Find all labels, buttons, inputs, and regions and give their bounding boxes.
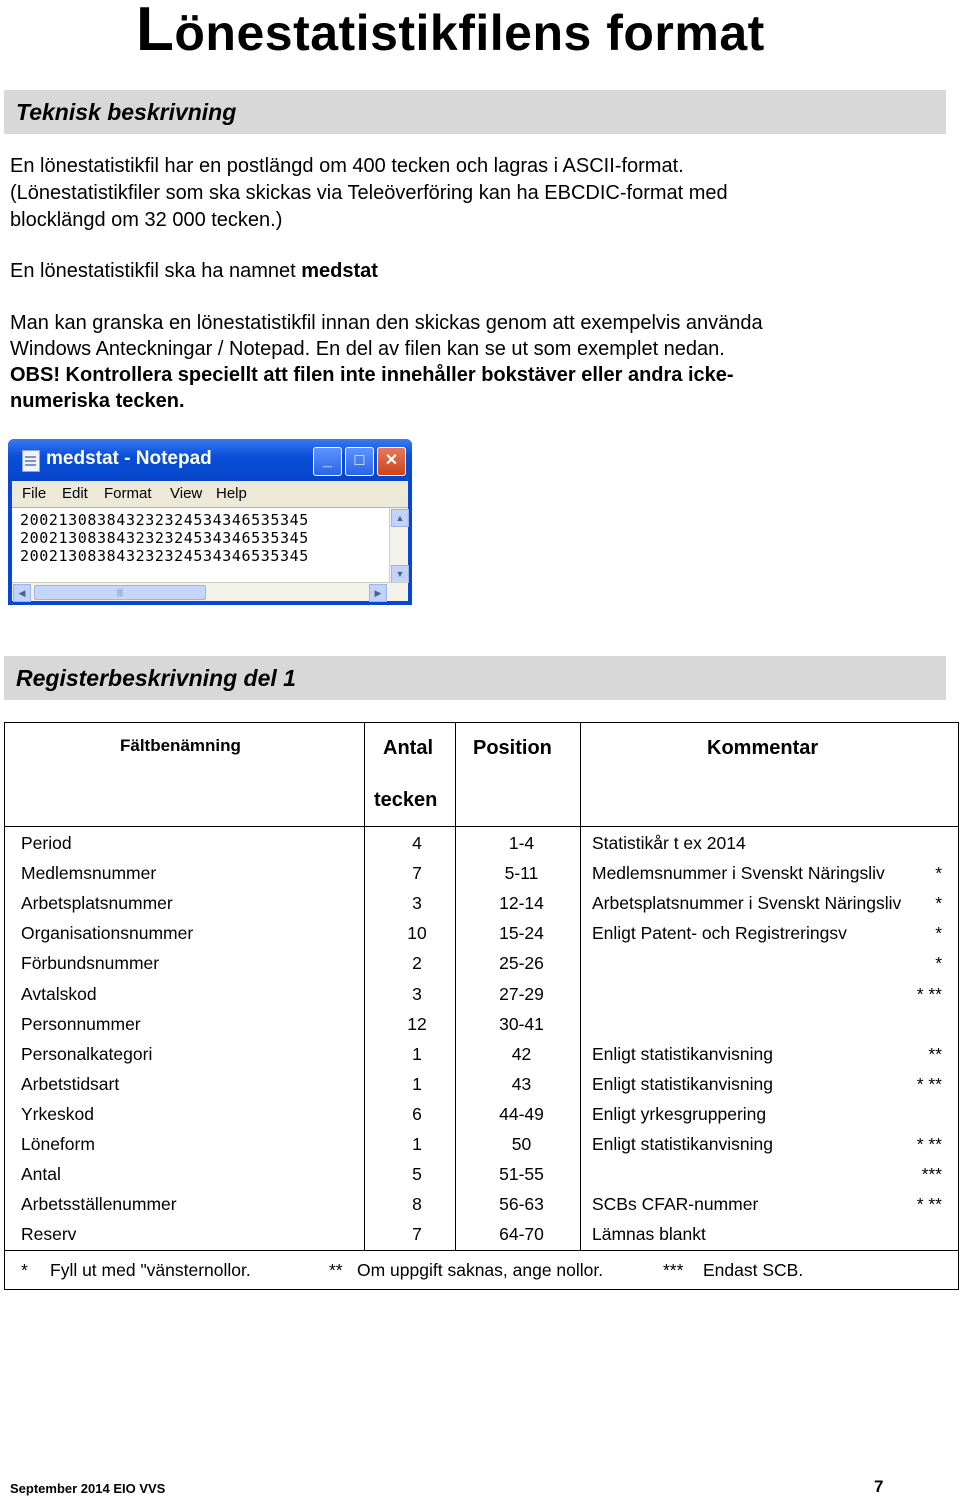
minimize-icon: _ [323, 452, 332, 469]
cell-comment: Statistikår t ex 2014 [592, 833, 746, 853]
paragraph-line: Man kan granska en lönestatistikfil innan den skickas genom att exempelvis använda [10, 312, 763, 334]
header-count: Antal [383, 737, 433, 759]
cell-comment: Enligt Patent- och Registreringsv [592, 923, 847, 944]
cell-count: 6 [412, 1103, 422, 1124]
title-rest: önestatistikfilens format [174, 5, 765, 61]
cell-marker: * ** [916, 1134, 942, 1154]
paragraph-line: En lönestatistikfil har en postlängd om 400 tecken och lagras i ASCII-format. [10, 155, 684, 177]
section-heading: Teknisk beskrivning [16, 99, 237, 125]
cell-field-name: Avtalskod [21, 983, 97, 1004]
cell-comment: Enligt statistikanvisning [592, 1043, 773, 1064]
cell-comment: Enligt statistikanvisning [592, 1073, 773, 1094]
header-field: Fältbenämning [120, 736, 241, 755]
cell-field-name: Antal [21, 1164, 61, 1185]
cell-position: 43 [511, 1073, 532, 1094]
scroll-up-icon[interactable]: ▲ [391, 509, 409, 527]
cell-position: 42 [511, 1043, 532, 1064]
header-position: Position [473, 737, 552, 759]
section-heading: Registerbeskrivning del 1 [16, 665, 296, 691]
cell-count: 4 [412, 833, 422, 853]
cell-field-name: Organisationsnummer [21, 923, 194, 944]
section-header-register [4, 656, 946, 700]
footnote-text: Fyll ut med "vänsternollor. [50, 1260, 251, 1280]
cell-field-name: Arbetsställenummer [21, 1194, 177, 1215]
footnote-text: Endast SCB. [703, 1260, 804, 1280]
cell-position: 15-24 [499, 923, 544, 944]
cell-marker: * ** [916, 1194, 942, 1215]
cell-marker: * [935, 953, 942, 974]
cell-position: 50 [511, 1134, 532, 1154]
cell-marker: *** [921, 1164, 942, 1185]
notepad-title: medstat - Notepad [46, 448, 212, 469]
close-button[interactable] [377, 447, 406, 476]
vertical-scrollbar[interactable] [389, 508, 408, 584]
footer-date: September 2014 EIO VVS [10, 1481, 166, 1496]
cell-comment: Enligt statistikanvisning [592, 1134, 773, 1154]
warning-line: OBS! Kontrollera speciellt att filen inte innehåller bokstäver eller andra icke- [10, 364, 734, 386]
cell-marker: * ** [916, 1073, 942, 1094]
cell-field-name: Arbetsplatsnummer [21, 893, 173, 914]
cell-comment: SCBs CFAR-nummer [592, 1194, 759, 1215]
notepad-window [8, 439, 412, 605]
notepad-icon [22, 450, 40, 472]
notepad-client [12, 481, 408, 601]
cell-position: 25-26 [499, 953, 544, 974]
notepad-text-area[interactable] [20, 511, 309, 565]
header-count-unit: tecken [374, 789, 438, 811]
cell-position: 44-49 [499, 1103, 544, 1124]
cell-field-name: Personalkategori [21, 1043, 153, 1064]
filename-value: medstat [301, 260, 378, 282]
cell-position: 27-29 [499, 983, 544, 1004]
maximize-icon: □ [354, 452, 365, 469]
page-title [136, 0, 765, 63]
cell-count: 8 [412, 1194, 422, 1215]
minimize-button[interactable] [313, 447, 342, 476]
cell-field-name: Personnummer [21, 1013, 141, 1034]
cell-field-name: Medlemsnummer [21, 863, 157, 884]
cell-marker: ** [928, 1043, 942, 1064]
warning-line: numeriska tecken. [10, 390, 185, 412]
cell-position: 5-11 [504, 863, 539, 884]
scroll-down-icon[interactable]: ▼ [391, 565, 409, 583]
cell-count: 3 [412, 893, 422, 914]
cell-field-name: Period [21, 833, 72, 853]
cell-marker: * [935, 893, 942, 914]
section-header-teknisk [4, 90, 946, 134]
cell-field-name: Yrkeskod [21, 1103, 94, 1124]
cell-marker: * [935, 923, 942, 944]
maximize-button[interactable] [345, 447, 374, 476]
cell-count: 12 [407, 1013, 427, 1034]
menu-format[interactable]: Format [104, 485, 152, 502]
menu-file[interactable]: File [22, 485, 47, 502]
cell-count: 1 [412, 1043, 422, 1064]
cell-count: 1 [412, 1134, 422, 1154]
filename-text: En lönestatistikfil ska ha namnet [10, 260, 302, 282]
scroll-right-icon[interactable]: ▶ [369, 584, 387, 602]
paragraph-line: blocklängd om 32 000 tecken.) [10, 209, 283, 231]
cell-comment: Medlemsnummer i Svenskt Näringsliv [592, 863, 885, 884]
cell-count: 1 [412, 1073, 422, 1094]
cell-position: 56-63 [499, 1194, 544, 1215]
cell-position: 51-55 [499, 1164, 544, 1185]
filename-paragraph [10, 258, 378, 284]
cell-field-name: Förbundsnummer [21, 953, 160, 974]
cell-count: 7 [412, 1224, 422, 1245]
footnote-text: Om uppgift saknas, ange nollor. [357, 1260, 604, 1280]
cell-count: 7 [412, 863, 422, 884]
footnote-symbol: *** [663, 1260, 684, 1280]
cell-position: 12-14 [499, 893, 544, 914]
footnote-symbol: * [21, 1260, 28, 1280]
notepad-menubar [12, 481, 408, 508]
page-number: 7 [874, 1477, 884, 1496]
cell-position: 1-4 [508, 833, 535, 853]
column-divider [364, 723, 365, 1251]
menu-edit[interactable]: Edit [62, 485, 88, 502]
cell-count: 10 [407, 923, 427, 944]
cell-field-name: Reserv [21, 1224, 77, 1245]
menu-help[interactable]: Help [216, 485, 247, 502]
footnote-divider [5, 1250, 958, 1251]
header-comment: Kommentar [707, 737, 819, 759]
scroll-thumb[interactable]: ||| [34, 585, 206, 600]
cell-field-name: Arbetstidsart [21, 1073, 120, 1094]
cell-comment: Arbetsplatsnummer i Svenskt Näringsliv [592, 893, 902, 914]
cell-count: 3 [412, 983, 422, 1004]
footnote-symbol: ** [329, 1260, 343, 1280]
header-divider [5, 826, 958, 827]
cell-position: 30-41 [499, 1013, 544, 1034]
paragraph-line: (Lönestatistikfiler som ska skickas via Teleöverföring kan ha EBCDIC-format med [10, 182, 728, 204]
cell-count: 2 [412, 953, 422, 974]
cell-comment: Enligt yrkesgruppering [592, 1103, 767, 1124]
cell-comment: Lämnas blankt [592, 1224, 706, 1245]
cell-position: 64-70 [499, 1224, 544, 1245]
cell-marker: * ** [916, 983, 942, 1004]
scroll-left-icon[interactable]: ◀ [13, 584, 31, 602]
horizontal-scrollbar[interactable] [12, 582, 408, 601]
cell-field-name: Löneform [21, 1134, 95, 1154]
title-first-letter: L [136, 0, 175, 64]
cell-count: 5 [412, 1164, 422, 1185]
notepad-titlebar [8, 439, 412, 481]
notepad-line: 200213083843232324534346535345 [20, 511, 309, 529]
notepad-line: 200213083843232324534346535345 [20, 529, 309, 547]
close-icon: ✕ [384, 452, 399, 469]
paragraph-line: Windows Anteckningar / Notepad. En del av filen kan se ut som exemplet nedan. [10, 338, 725, 360]
cell-marker: * [935, 863, 942, 884]
notepad-line: 200213083843232324534346535345 [20, 547, 309, 565]
menu-view[interactable]: View [170, 485, 203, 502]
register-table [4, 722, 959, 1290]
